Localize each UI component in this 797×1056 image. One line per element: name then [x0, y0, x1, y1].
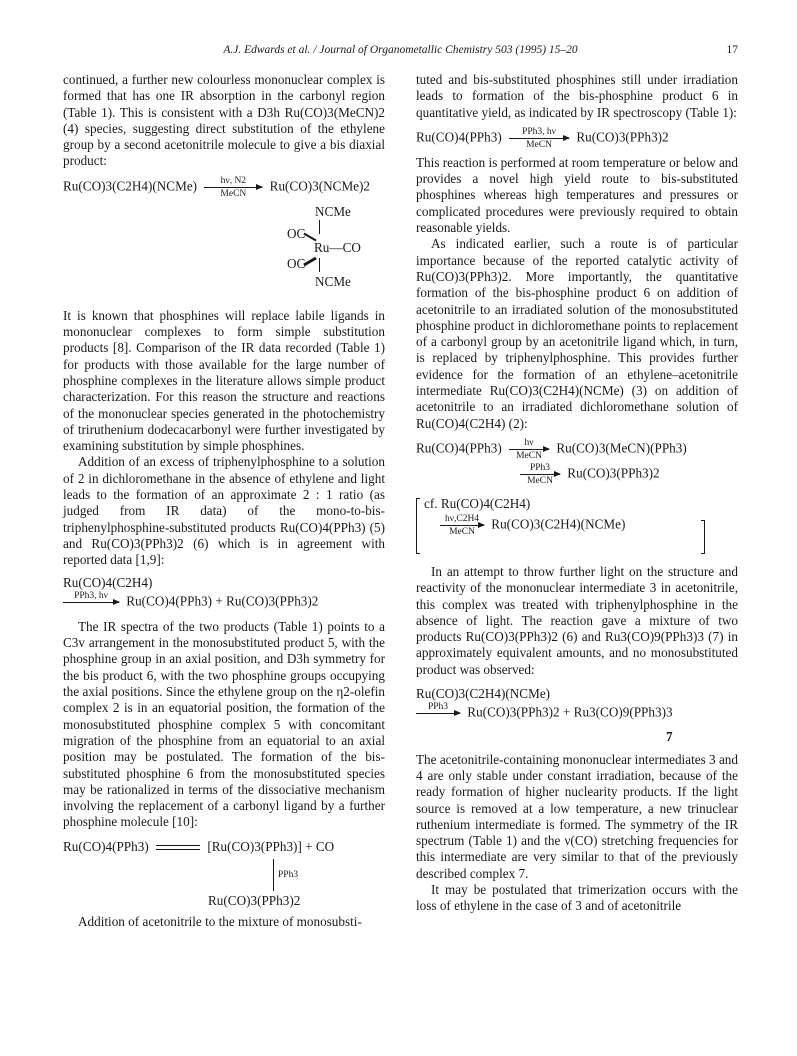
paragraph: In an attempt to throw further light on the structure and reactivity of the mononuclear intermediate 3 in acetonitrile, this complex was treated with triphenylphosphine in the absence of light. The reaction gave a mixture of two products Ru(CO)3(PPh3)2 (6) and Ru3(CO)9(PPh3)3 (7) in approximately equivalent amounts, and no monosubstituted product was observed: [416, 563, 738, 677]
reactant: Ru(CO)3(C2H4)(NCMe) [63, 178, 198, 194]
reactant: cf. Ru(CO)4(C2H4) [424, 495, 531, 511]
compound-label: 7 [666, 729, 673, 745]
paragraph: It may be postulated that trimerization occurs with the loss of ethylene in the case of 3 and of acetonitrile [416, 881, 738, 914]
reaction-equation [416, 438, 738, 461]
product: Ru(CO)3(NCMe)2 [269, 178, 371, 194]
reaction-arrow [440, 514, 484, 537]
reaction-arrow [509, 127, 569, 150]
right-column [416, 72, 738, 915]
structure-diagram [63, 204, 385, 292]
ligand-top: NCMe [315, 203, 351, 219]
paragraph: The IR spectra of the two products (Table 1) points to a C3v arrangement in the monosubstituted product 5, with the phosphine group in an axial position, and D3h symmetry for the bis product 6, with the two phosphine groups occupying the axial positions. Since the ethylene group on the η2-olefin complex 2 is in an equatorial position, the formation of the monosubstituted phosphine complex 5 with concomitant migration of the phosphine from an equatorial to an axial position may be postulated. The formation of the bis-substituted phosphine 6 from the monosubstituted species may be rationalized in terms of the dissociative mechanism involving the replacement of a carbonyl ligand by a further phosphine molecule [10]: [63, 618, 385, 830]
reactant: Ru(CO)4(PPh3) [416, 440, 502, 456]
left-column [63, 72, 385, 930]
reaction-equation [63, 575, 385, 614]
reaction-arrow [416, 702, 460, 725]
paragraph: tuted and bis-substituted phosphines still under irradiation leads to formation of the bis-phosphine product 6 in quantitative yield, as indicated by IR spectroscopy (Table 1): [416, 72, 738, 120]
product: Ru(CO)3(PPh3)2 + Ru3(CO)9(PPh3)3 [467, 704, 673, 720]
product: Ru(CO)3(MeCN)(PPh3) [556, 440, 687, 456]
ligand-oc-lower: OC [287, 255, 306, 271]
reaction-equation [416, 127, 738, 150]
product: Ru(CO)4(PPh3) + Ru(CO)3(PPh3)2 [126, 593, 319, 609]
paragraph: This reaction is performed at room temperature or below and provides a novel high yield route to bis-substituted phosphines whereas high temperatures and pressures or complicated procedures were previously required to obtain reasonable yields. [416, 154, 738, 236]
product: Ru(CO)3(C2H4)(NCMe) [491, 516, 626, 532]
ruthenium-center: Ru—CO [314, 239, 361, 255]
reaction-equation [416, 463, 738, 486]
page-number: 17 [726, 44, 738, 56]
paragraph: continued, a further new colourless mononuclear complex is formed that has one IR absorption in the carbonyl region (Table 1). This is consistent with a D3h Ru(CO)3(MeCN)2 (4) species, suggesting direct substitution of the ethylene group by a second acetonitrile molecule to give a bis diaxial product: [63, 72, 385, 169]
arrow-solvent: MeCN [449, 527, 475, 538]
reaction-arrow [509, 438, 549, 461]
arrow-condition: hν,C2H4 [444, 514, 480, 525]
arrow-condition: hν, N2 [220, 175, 247, 186]
reaction-equation [416, 686, 738, 746]
product: Ru(CO)3(PPh3)2 [567, 465, 660, 481]
reaction-arrow [63, 591, 119, 614]
reaction-arrow [204, 176, 262, 199]
arrow-condition: PPh3 [427, 702, 449, 713]
product: Ru(CO)3(PPh3)2 [576, 129, 669, 145]
ligand-bottom: NCMe [315, 273, 351, 289]
arrow-condition: PPh3, hν [74, 590, 108, 601]
reaction-equation [63, 839, 385, 909]
reactant: Ru(CO)4(PPh3) [416, 129, 502, 145]
running-title: A.J. Edwards et al. / Journal of Organometallic Chemistry 503 (1995) 15–20 [223, 44, 578, 56]
comparison-equation [416, 496, 738, 554]
down-arrow [273, 859, 274, 891]
final-product: Ru(CO)3(PPh3)2 [208, 892, 301, 908]
arrow-solvent: MeCN [516, 450, 542, 461]
arrow-solvent: MeCN [526, 139, 552, 150]
ligand-oc-upper: OC [287, 225, 306, 241]
arrow-solvent: MeCN [527, 475, 553, 486]
arrow-reagent: PPh3 [278, 869, 299, 880]
product: [Ru(CO)3(PPh3)] + CO [207, 838, 335, 854]
equilibrium-arrow [156, 844, 200, 852]
paragraph: The acetonitrile-containing mononuclear intermediates 3 and 4 are only stable under constant irradiation, because of the ready formation of higher nuclearity products. If the light source is removed at a low temperature, a new trinuclear ruthenium intermediate is formed. The symmetry of the IR spectrum (Table 1) and the ν(CO) stretching frequencies for this intermediate are very similar to that of the previously described complex 7. [416, 751, 738, 881]
paragraph: As indicated earlier, such a route is of particular importance because of the reported catalytic activity of Ru(CO)3(PPh3)2. More importantly, the quantitative formation of the bis-phosphine product 6 on addition of acetonitrile to an irradiated solution of the monosubstituted phosphine product in dichloromethane points to replacement of a carbonyl group by an acetonitrile ligand which, in turn, is replaced by triphenylphosphine. This provides further evidence for the formation of an ethylene–acetonitrile intermediate Ru(CO)3(C2H4)(NCMe) (3) on addition of acetonitrile to an irradiated dichloromethane solution of Ru(CO)4(C2H4) (2): [416, 236, 738, 431]
arrow-condition: PPh3, hν [522, 126, 556, 137]
paragraph: It is known that phosphines will replace labile ligands in mononuclear complexes to form simple substitution products [8]. Comparison of the IR data recorded (Table 1) for products with those available for the large number of phosphine complexes in the literature allows simple product characterization. For this reason the structure and reactions of the mononuclear species generated in the photochemistry of triruthenium dodecacarbonyl were further investigated by examining substitution by simple phosphines. [63, 307, 385, 454]
reaction-equation [63, 176, 385, 199]
arrow-condition: hν [524, 437, 534, 448]
arrow-solvent: MeCN [220, 188, 247, 199]
reactant: Ru(CO)3(C2H4)(NCMe) [416, 686, 551, 702]
paragraph: Addition of an excess of triphenylphosphine to a solution of 2 in dichloromethane in the absence of ethylene and light leads to the formation of an approximate 2 : 1 ratio (as judged from IR data) of the mono-to-bis-triphenylphosphine-substituted products Ru(CO)4(PPh3) (5) and Ru(CO)3(PPh3)2 (6) which is in agreement with reported data [1,9]: [63, 454, 385, 568]
arrow-condition: PPh3 [529, 462, 551, 473]
reactant: Ru(CO)4(C2H4) [63, 574, 153, 590]
reaction-arrow [520, 463, 560, 486]
reactant: Ru(CO)4(PPh3) [63, 838, 149, 854]
paragraph: Addition of acetonitrile to the mixture of monosubsti- [78, 913, 362, 929]
